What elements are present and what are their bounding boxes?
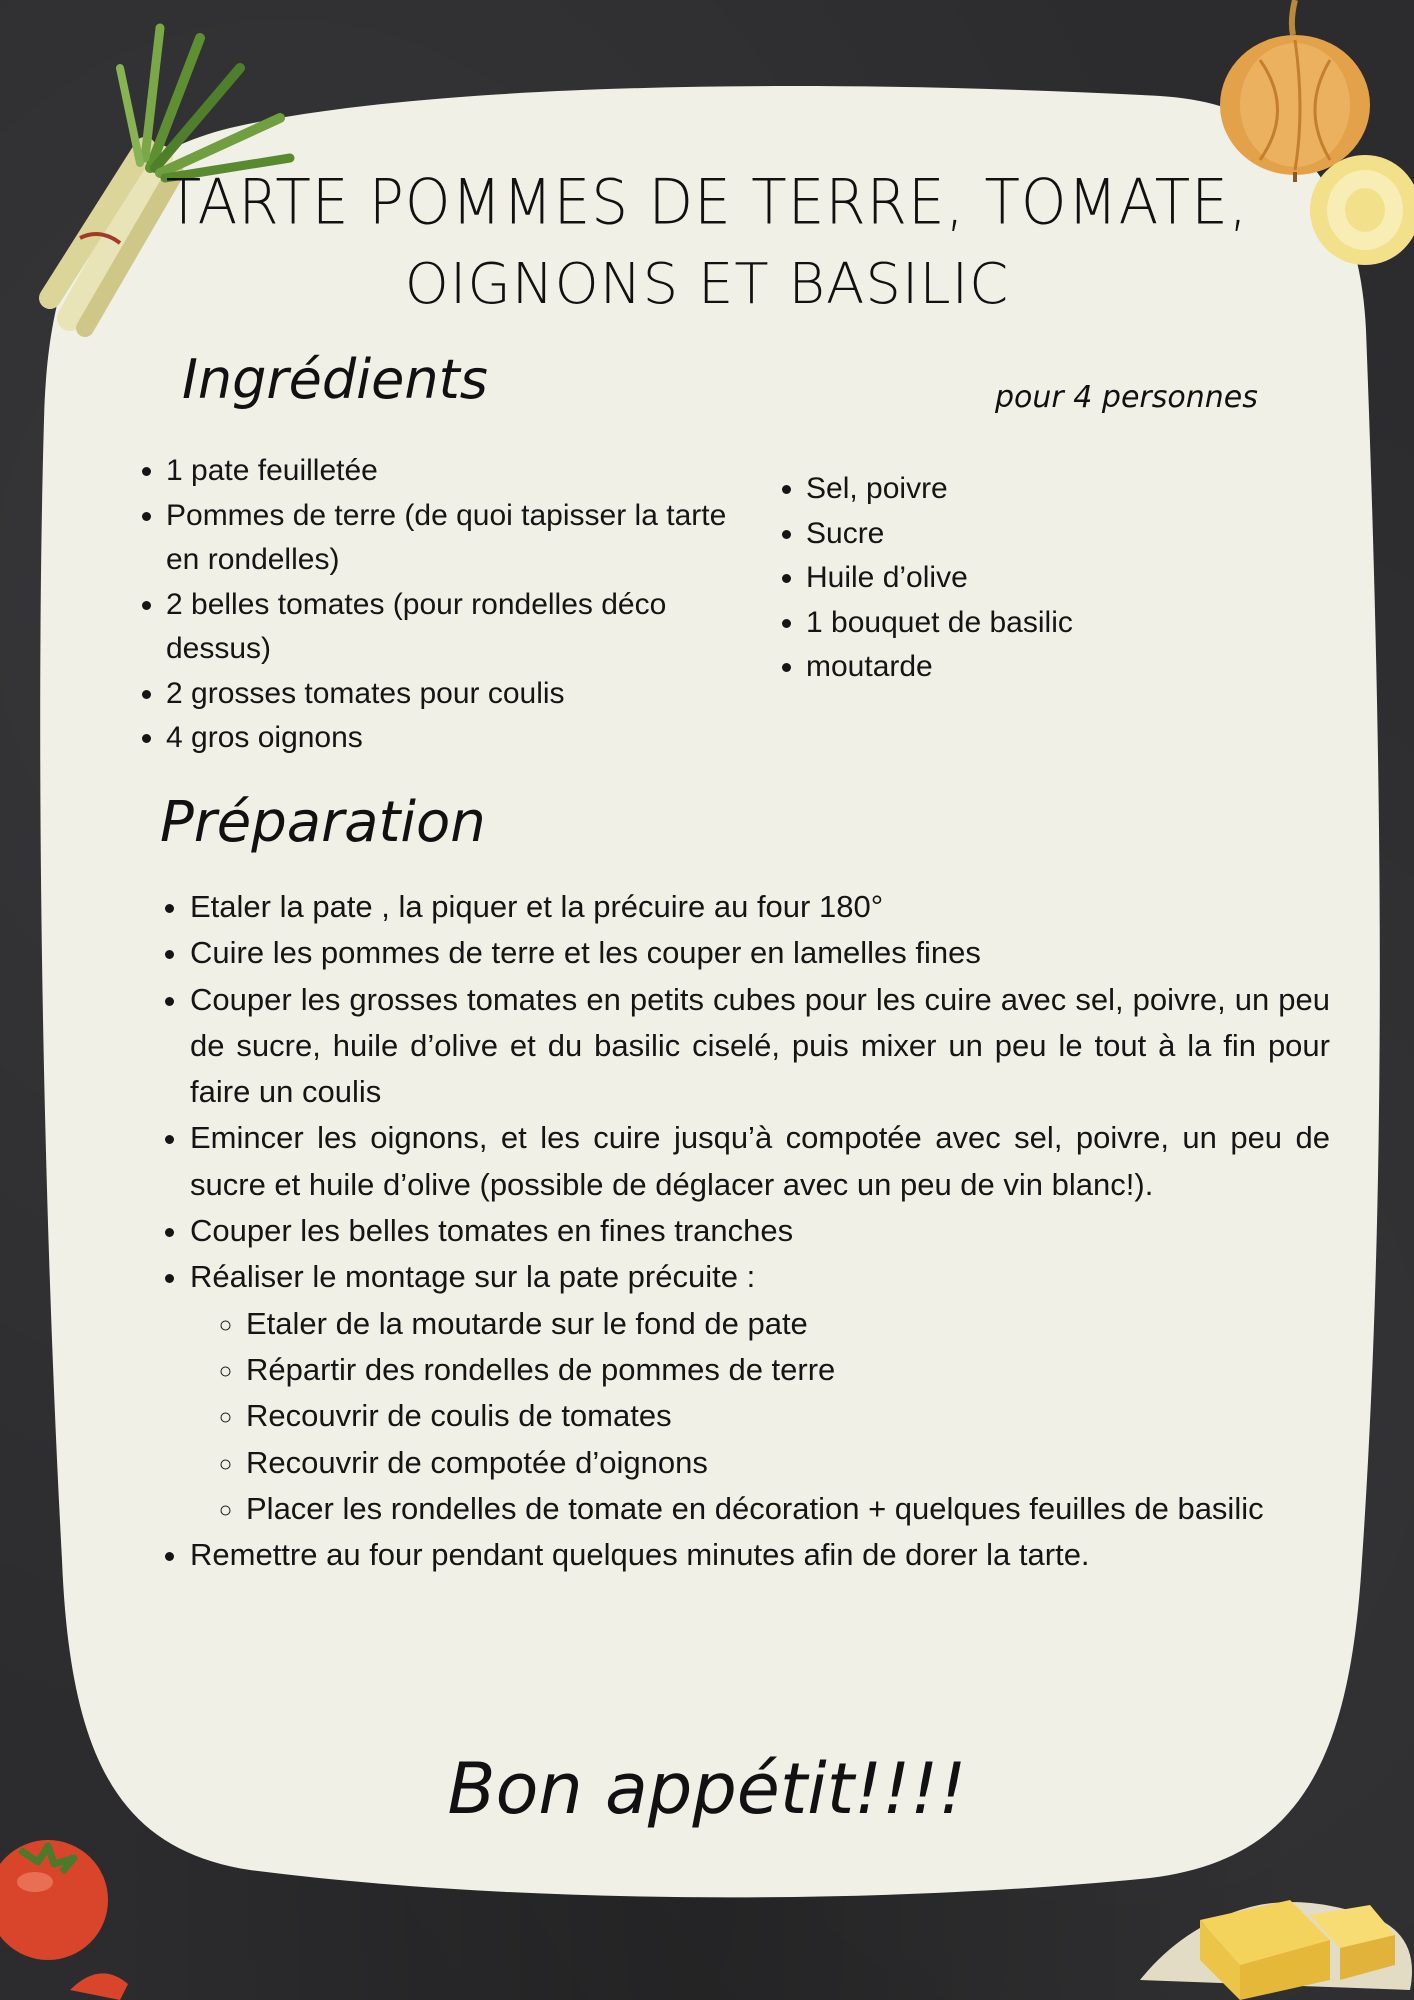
list-item: • 1 bouquet de basilic: [806, 601, 1256, 646]
list-item: • Cuire les pommes de terre et les couper en lamelles fines: [190, 930, 1330, 976]
ingredients-list-left: [132, 449, 766, 761]
list-item: ◦ Recouvrir de compotée d’oignons: [246, 1440, 1330, 1486]
list-item: • Etaler la pate , la piquer et la précuire au four 180°: [190, 884, 1330, 930]
preparation-heading: Préparation: [160, 790, 486, 855]
list-item: • 4 gros oignons: [166, 716, 766, 761]
list-item: • Sucre: [806, 512, 1256, 557]
recipe-title-line-1: TARTE POMMES DE TERRE, TOMATE,: [165, 165, 1249, 239]
ingredients-list-right: [772, 467, 1256, 690]
list-item: • Pommes de terre (de quoi tapisser la tarte en rondelles): [166, 494, 766, 583]
list-item: • Remettre au four pendant quelques minutes afin de dorer la tarte.: [190, 1532, 1330, 1578]
list-item: ◦ Placer les rondelles de tomate en décoration + quelques feuilles de basilic: [246, 1486, 1330, 1532]
list-item: • Couper les grosses tomates en petits cubes pour les cuire avec sel, poivre, un peu de sucre, huile d’olive et du basilic ciselé, puis mixer un peu le tout à la fin pour faire un coulis: [190, 977, 1330, 1116]
preparation-steps: [156, 884, 1330, 1578]
tomato-icon: [0, 1830, 150, 2000]
list-item: • moutarde: [806, 645, 1256, 690]
list-item: ◦ Répartir des rondelles de pommes de terre: [246, 1347, 1330, 1393]
list-item: ◦ Etaler de la moutarde sur le fond de pate: [246, 1301, 1330, 1347]
servings-label: pour 4 personnes: [995, 380, 1258, 415]
recipe-title-line-2: OIGNONS ET BASILIC: [404, 252, 1010, 317]
list-item: • 2 grosses tomates pour coulis: [166, 672, 766, 717]
list-item: • Couper les belles tomates en fines tranches: [190, 1208, 1330, 1254]
closing-text: Bon appétit!!!!: [447, 1748, 967, 1830]
list-item: • Sel, poivre: [806, 467, 1256, 512]
list-item: ◦ Recouvrir de coulis de tomates: [246, 1393, 1330, 1439]
butter-icon: [1140, 1860, 1414, 2000]
assembly-substeps: [190, 1301, 1330, 1532]
list-item: • 1 pate feuilletée: [166, 449, 766, 494]
list-item: • 2 belles tomates (pour rondelles déco dessus): [166, 583, 766, 672]
list-item: • Emincer les oignons, et les cuire jusqu’à compotée avec sel, poivre, un peu de sucre et huile d’olive (possible de déglacer avec un peu de vin blanc!).: [190, 1115, 1330, 1208]
ingredients-heading: Ingrédients: [182, 348, 488, 411]
list-item: [190, 1254, 1330, 1532]
list-item: • Huile d’olive: [806, 556, 1256, 601]
assembly-step-label: Réaliser le montage sur la pate précuite :: [190, 1259, 756, 1295]
